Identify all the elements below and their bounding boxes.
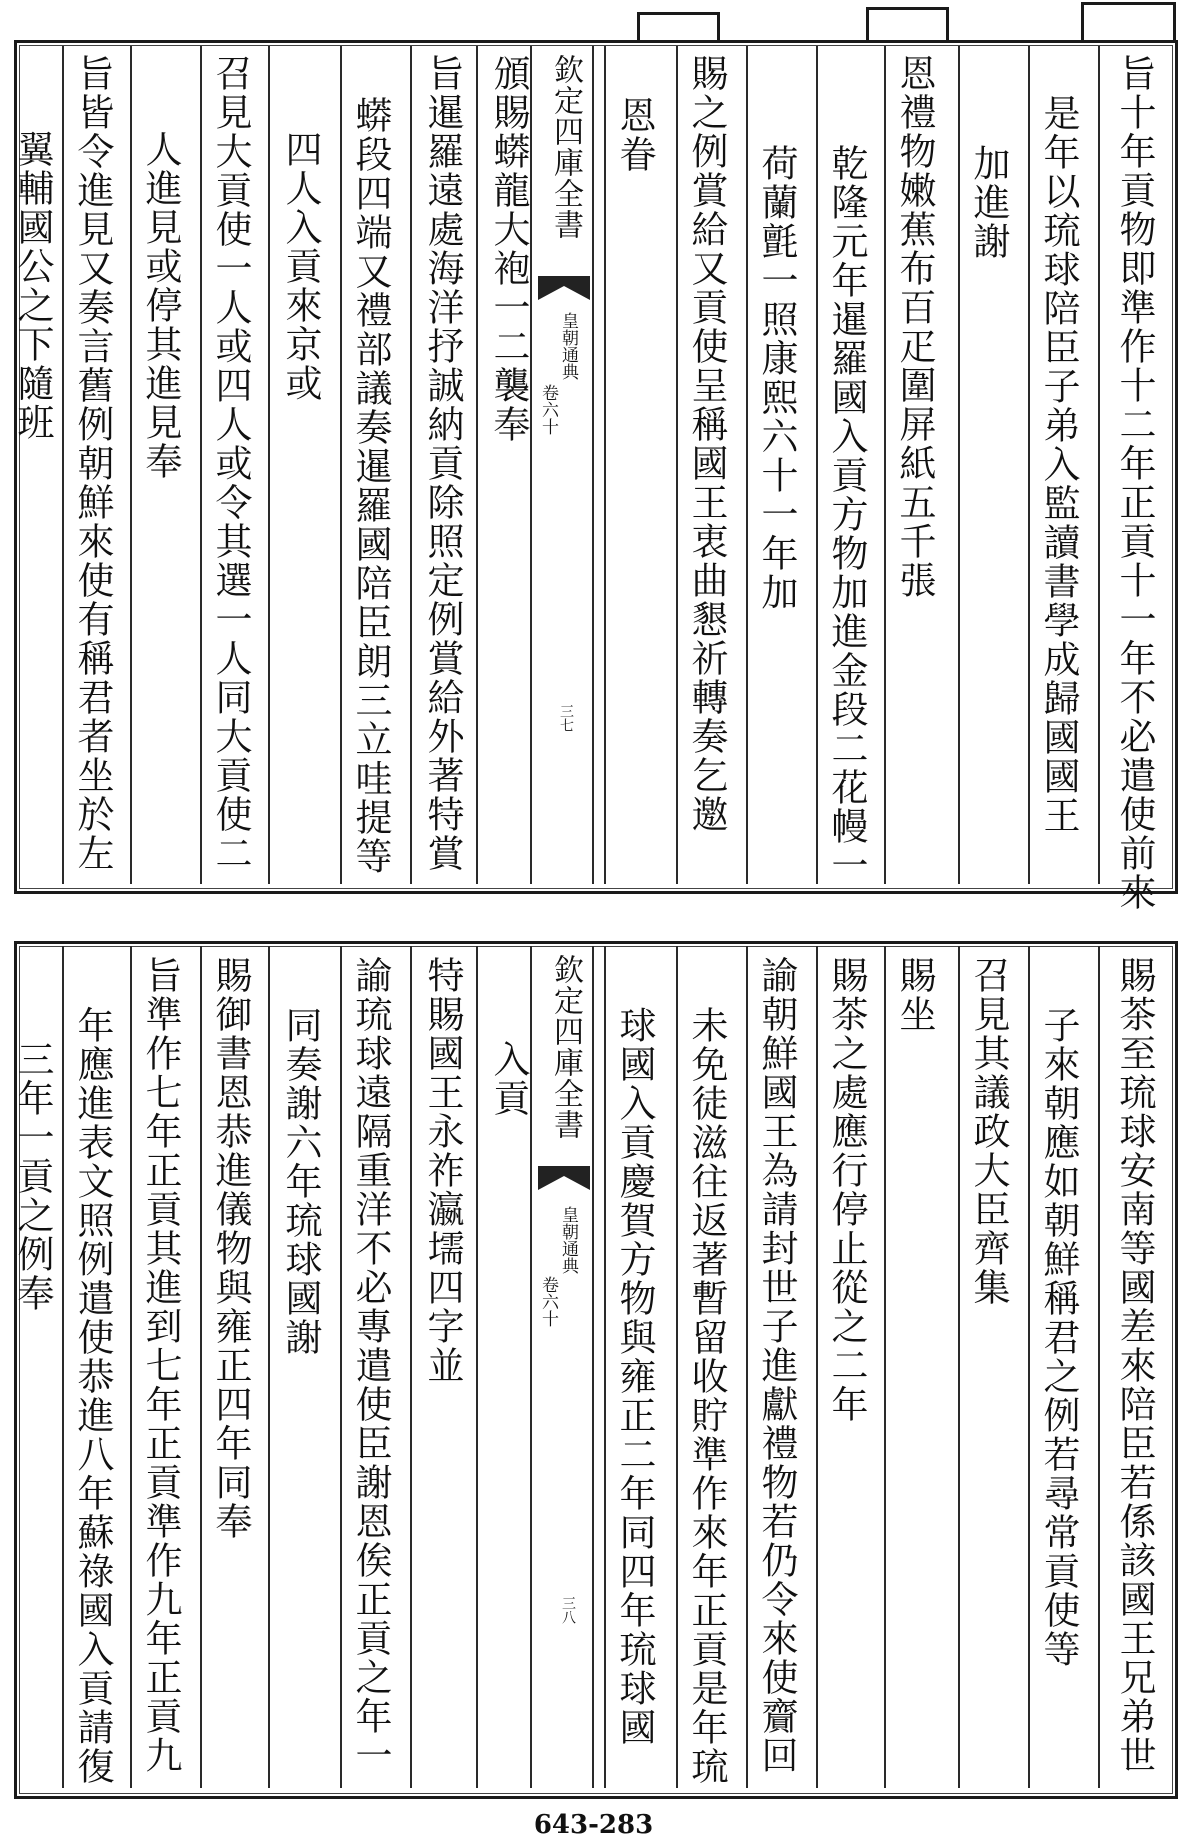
text-column: 同奏謝六年琉球國謝	[279, 1006, 322, 1357]
center-subtitle: 皇朝通典	[558, 1206, 578, 1274]
leaf-number: 三八	[560, 1596, 576, 1624]
column-rule	[1098, 46, 1100, 884]
column-rule	[592, 946, 594, 1788]
column-rule	[476, 46, 478, 884]
column-rule	[884, 46, 886, 884]
column-rule	[1028, 946, 1030, 1788]
column-rule	[746, 946, 748, 1788]
column-rule	[62, 46, 64, 884]
column-rule	[410, 46, 412, 884]
text-column: 旨準作七年正貢其進到七年正貢準作九年正貢九	[139, 956, 182, 1775]
text-column: 恩禮物嫩蕉布百疋圍屏紙五千張	[893, 54, 936, 600]
column-rule	[746, 46, 748, 884]
center-subtitle: 皇朝通典	[558, 312, 578, 380]
text-column: 四人入貢來京或	[279, 130, 322, 403]
column-rule	[530, 946, 532, 1788]
column-rule	[62, 946, 64, 1788]
text-column: 召見其議政大臣齊集	[967, 956, 1010, 1307]
center-title: 欽定四庫全書	[548, 54, 583, 240]
text-column: 三年一貢之例奉	[11, 1040, 54, 1313]
text-column: 荷蘭氈一照康熙六十一年加	[755, 144, 798, 612]
column-rule	[816, 946, 818, 1788]
center-title: 欽定四庫全書	[548, 954, 583, 1140]
text-column: 是年以琉球陪臣子弟入監讀書學成歸國國王	[1037, 94, 1080, 835]
column-rule	[130, 946, 132, 1788]
column-rule	[476, 946, 478, 1788]
column-rule	[676, 946, 678, 1788]
page-number: 643-283	[533, 1810, 654, 1840]
column-rule	[884, 946, 886, 1788]
column-rule	[200, 946, 202, 1788]
text-column: 賜之例賞給又貢使呈稱國王衷曲懇祈轉奏乞邀	[685, 54, 728, 834]
center-subtitle-volume: 卷六十	[538, 1276, 558, 1327]
column-rule	[200, 46, 202, 884]
column-rule	[958, 946, 960, 1788]
column-rule	[958, 46, 960, 884]
text-column: 召見大貢使一人或四人或令其選一人同大貢使二	[209, 54, 252, 873]
text-column: 賜坐	[893, 956, 936, 1034]
text-column: 頒賜蟒龍大袍一二襲奉	[487, 54, 530, 444]
text-column: 加進謝	[967, 144, 1010, 261]
text-column: 年應進表文照例遣使恭進八年蘇祿國入貢請復	[71, 1006, 114, 1786]
column-rule	[340, 946, 342, 1788]
text-column: 旨暹羅遠處海洋抒誠納貢除照定例賞給外著特賞	[421, 54, 464, 873]
text-column: 旨皆令進見又奏言舊例朝鮮來使有稱君者坐於左	[71, 54, 114, 873]
text-column: 乾隆元年暹羅國入貢方物加進金段二花幔一	[825, 144, 868, 885]
column-rule	[1028, 46, 1030, 884]
column-rule	[268, 46, 270, 884]
column-rule	[604, 46, 606, 884]
text-column: 賜茶之處應行停止從之二年	[825, 956, 868, 1424]
fishtail-icon	[538, 276, 590, 300]
text-column: 諭朝鮮國王為請封世子進獻禮物若仍令來使齎回	[755, 956, 798, 1775]
text-column: 人進見或停其進見奉	[139, 130, 182, 481]
text-column: 球國入貢慶賀方物與雍正二年同四年琉球國	[613, 1006, 656, 1747]
text-column: 蟒段四端又禮部議奏暹羅國陪臣朗三立哇提等	[349, 96, 392, 876]
text-column: 賜茶至琉球安南等國差來陪臣若係該國王兄弟世	[1113, 956, 1156, 1775]
text-column: 特賜國王永祚瀛壖四字並	[421, 956, 464, 1385]
text-column: 諭琉球遠隔重洋不必專遣使臣謝恩俟正貢之年一	[349, 956, 392, 1775]
column-rule	[816, 46, 818, 884]
column-rule	[604, 946, 606, 1788]
center-strip-top	[536, 44, 592, 886]
center-subtitle-volume: 卷六十	[538, 384, 558, 435]
center-strip-bottom	[536, 944, 592, 1790]
text-column: 賜御書恩恭進儀物與雍正四年同奉	[209, 956, 252, 1541]
leaf-number: 三七	[558, 704, 574, 732]
text-column: 旨十年貢物即準作十二年正貢十一年不必遣使前來	[1113, 54, 1156, 912]
column-rule	[340, 46, 342, 884]
column-rule	[410, 946, 412, 1788]
text-column: 未免徒滋往返著暫留收貯準作來年正貢是年琉	[685, 1006, 728, 1786]
text-column: 子來朝應如朝鮮稱君之例若尋常貢使等	[1037, 1006, 1080, 1669]
column-rule	[592, 46, 594, 884]
fishtail-icon	[538, 1166, 590, 1190]
column-rule	[530, 46, 532, 884]
column-rule	[130, 46, 132, 884]
text-column: 恩眷	[613, 96, 656, 174]
text-column: 翼輔國公之下隨班	[11, 130, 54, 442]
column-rule	[1098, 946, 1100, 1788]
column-rule	[676, 46, 678, 884]
column-rule	[268, 946, 270, 1788]
text-column: 入貢	[487, 1040, 530, 1118]
